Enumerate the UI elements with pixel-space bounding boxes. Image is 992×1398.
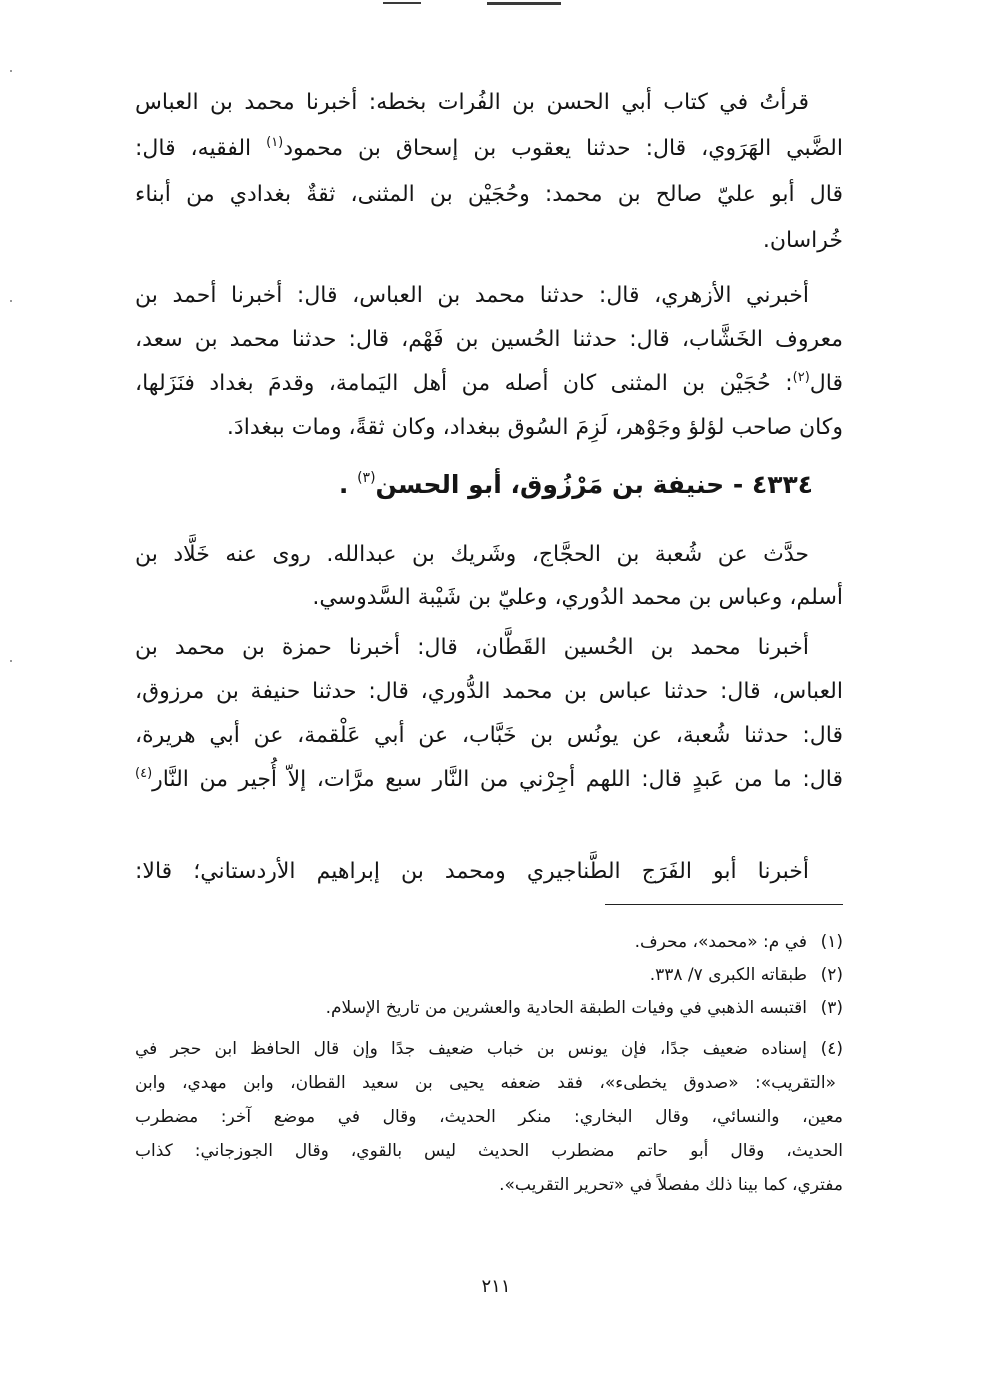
footnote-marker: (٢) bbox=[820, 965, 843, 985]
paragraph-2 bbox=[135, 274, 843, 450]
footnote-text: اقتبسه الذهبي في وفيات الطبقة الحادية والعشرين من تاريخ الإسلام. bbox=[325, 998, 807, 1018]
scan-speck bbox=[10, 660, 12, 662]
footnote-ref: (١) bbox=[266, 135, 284, 150]
footnote-text: الحديث، وقال أبو حاتم مضطرب الحديث ليس بالقوي، وقال الجوزجاني: كذاب bbox=[135, 1141, 843, 1161]
footnote-marker: (١) bbox=[820, 932, 843, 952]
footnote-text: إسناده ضعيف جدًا، فإن يونس بن خباب ضعيف جدًا وإن قال الحافظ ابن حجر في bbox=[135, 1039, 807, 1059]
paragraph-line: أسلم، وعباس بن محمد الدُوري، وعليّ بن شَيْبة السَّدوسي. bbox=[312, 585, 843, 610]
line-text: الضَّبي الهَرَوي، قال: حدثنا يعقوب بن إسحاق بن محمود bbox=[283, 136, 843, 161]
line-text: الفقيه، قال: bbox=[135, 136, 267, 161]
footnote-ref: (٤) bbox=[135, 766, 153, 781]
footnote-text: مفتري، كما بينا ذلك مفصلاً في «تحرير التقريب». bbox=[499, 1175, 843, 1195]
paragraph-line: وكان صاحب لؤلؤ وجَوْهر، لَزِمَ السُوق ببغداد، وكان ثقةً، ومات ببغدادَ. bbox=[226, 415, 843, 440]
paragraph-line: معروف الخَشَّاب، قال: حدثنا الحُسين بن فَهْم، قال: حدثنا محمد بن سعد، bbox=[135, 327, 843, 352]
paragraph-line: حدَّث عن شُعبة بن الحجَّاج، وشَريك بن عبدالله. روى عنه خَلَّاد بن bbox=[135, 542, 809, 567]
scan-speck bbox=[10, 300, 12, 302]
paragraph-3 bbox=[135, 533, 843, 619]
paragraph-line: العباس، قال: حدثنا عباس بن محمد الدُّوري، قال: حدثنا حنيفة بن مرزوق، bbox=[135, 679, 843, 704]
footnote-text: «التقريب»: «صدوق يخطىء»، فقد ضعفه يحيى بن سعيد القطان، وابن مهدي، وابن bbox=[135, 1073, 836, 1093]
paragraph-line: أخبرني الأزهري، قال: حدثنا محمد بن العباس، قال: أخبرنا أحمد بن bbox=[135, 283, 809, 308]
scan-mark bbox=[383, 2, 421, 4]
entry-heading bbox=[135, 462, 843, 508]
footnote-1 bbox=[135, 925, 843, 959]
scan-mark bbox=[487, 2, 561, 5]
paragraph-line: قال أبو عليّ صالح بن محمد: وحُجَيْن بن المثنى، ثقةٌ بغدادي من أبناء bbox=[135, 182, 843, 207]
line-text: قال bbox=[809, 371, 843, 396]
footnote-4 bbox=[135, 1032, 843, 1202]
paragraph-line bbox=[135, 362, 843, 406]
footnote-ref: (٣) bbox=[357, 470, 376, 486]
paragraph-line bbox=[135, 758, 843, 802]
paragraph-line: قرأتُ في كتاب أبي الحسن بن الفُرات بخطه: أخبرنا محمد بن العباس bbox=[135, 90, 809, 115]
footnote-text: معين، والنسائي، وقال البخاري: منكر الحديث، وقال في موضع آخر: مضطرب bbox=[135, 1107, 843, 1127]
footnote-text: طبقاته الكبرى ٧/ ٣٣٨. bbox=[649, 965, 807, 985]
paragraph-1 bbox=[135, 80, 843, 264]
footnote-ref: (٢) bbox=[792, 370, 810, 385]
paragraph-line: قال: حدثنا شُعبة، عن يونُس بن خَبَّاب، عن أبي عَلْقمة، عن أبي هريرة، bbox=[135, 723, 843, 748]
footnote-marker: (٤) bbox=[820, 1039, 843, 1059]
paragraph-4 bbox=[135, 626, 843, 802]
footnote-separator bbox=[605, 904, 843, 905]
line-text: قال: ما من عَبدٍ قال: اللهم أجِرْني من النَّار سبع مرَّات، إلاّ أُجير من النَّار bbox=[152, 767, 843, 792]
footnote-text: في م: «محمد»، محرف. bbox=[634, 932, 807, 952]
footnote-3 bbox=[135, 991, 843, 1025]
paragraph-line: أخبرنا أبو الفَرَج الطَّناجيري ومحمد بن إبراهيم الأردستاني؛ قالا: bbox=[135, 859, 809, 884]
footnote-marker: (٣) bbox=[820, 998, 843, 1018]
line-text: : حُجَيْن بن المثنى كان أصله من أهل اليَمامة، وقدمَ بغداد فنَزَلها، bbox=[135, 371, 793, 396]
paragraph-line: أخبرنا محمد بن الحُسين القَطَّان، قال: أخبرنا حمزة بن محمد بن bbox=[135, 635, 809, 660]
footnote-2 bbox=[135, 958, 843, 992]
scan-speck bbox=[10, 70, 12, 72]
paragraph-line bbox=[135, 126, 843, 172]
paragraph-5 bbox=[135, 850, 843, 894]
paragraph-line: خُراسان. bbox=[762, 228, 843, 253]
heading-title: ٤٣٣٤ - حنيفة بن مَرْزُوق، أبو الحسن bbox=[375, 470, 813, 499]
entry-heading-text bbox=[135, 462, 843, 508]
page-number: ٢١١ bbox=[481, 1276, 511, 1297]
heading-punct: . bbox=[338, 470, 358, 499]
